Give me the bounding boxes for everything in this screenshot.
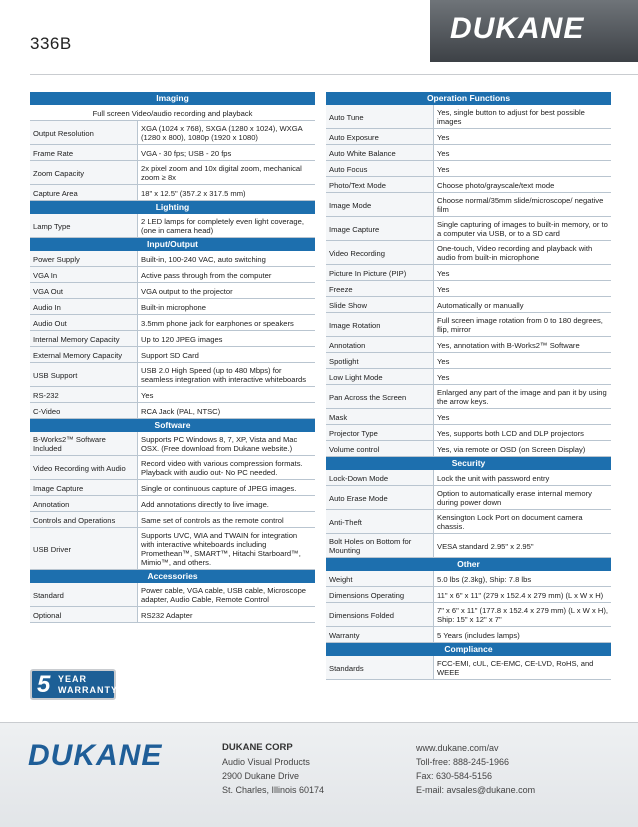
spec-value: Yes, single button to adjust for best possible images — [437, 108, 585, 126]
spec-label: Warranty — [326, 627, 434, 642]
spec-label: Slide Show — [326, 297, 434, 312]
spec-label: Lock-Down Mode — [326, 470, 434, 485]
spec-row — [326, 656, 611, 680]
spec-row — [30, 267, 315, 283]
spec-value: Built-in, 100-240 VAC, auto switching — [141, 254, 266, 264]
spec-row — [326, 353, 611, 369]
spec-label: Image Mode — [326, 193, 434, 216]
spec-label: Zoom Capacity — [30, 161, 138, 184]
website-link[interactable]: www.dukane.com/av — [416, 743, 499, 753]
model-number: 336B — [30, 34, 72, 53]
spec-row — [30, 363, 315, 387]
spec-label: Weight — [326, 571, 434, 586]
spec-row — [326, 193, 611, 217]
spec-label: Auto Focus — [326, 161, 434, 176]
spec-row — [30, 496, 315, 512]
spec-value: 5 Years (includes lamps) — [437, 630, 520, 640]
spec-label: Auto Exposure — [326, 129, 434, 144]
section-title: Compliance — [326, 643, 611, 656]
spec-row — [30, 185, 315, 201]
spec-label: Image Capture — [30, 480, 138, 495]
spec-value: Yes — [437, 132, 450, 142]
spec-label: Mask — [326, 409, 434, 424]
spec-label: Dimensions Folded — [326, 603, 434, 626]
spec-row — [326, 627, 611, 643]
spec-row — [326, 571, 611, 587]
tollfree-phone: Toll-free: 888-245-1966 — [416, 757, 510, 767]
spec-value: VGA - 30 fps; USB - 20 fps — [141, 148, 232, 158]
spec-row — [30, 145, 315, 161]
spec-value: Enlarged any part of the image and pan it by using the arrow keys. — [437, 388, 607, 406]
spec-row — [326, 297, 611, 313]
spec-label: Optional — [30, 607, 138, 622]
spec-value: 2 LED lamps for completely even light coverage, (one in camera head) — [141, 217, 304, 235]
spec-value: Yes, annotation with B-Works2™ Software — [437, 340, 580, 350]
spec-value: Up to 120 JPEG images — [141, 334, 223, 344]
spec-value: Same set of controls as the remote control — [141, 515, 284, 525]
spec-label: Annotation — [30, 496, 138, 511]
spec-row — [30, 432, 315, 456]
spec-row — [30, 283, 315, 299]
spec-label: Annotation — [326, 337, 434, 352]
spec-label: C-Video — [30, 403, 138, 418]
spec-label: USB Driver — [30, 528, 138, 569]
spec-value: Yes — [437, 372, 450, 382]
spec-value: RCA Jack (PAL, NTSC) — [141, 406, 221, 416]
spec-value: 5.0 lbs (2.3kg), Ship: 7.8 lbs — [437, 574, 532, 584]
spec-row — [326, 369, 611, 385]
spec-label: Image Capture — [326, 217, 434, 240]
spec-row — [30, 105, 315, 121]
spec-label: B-Works2™ Software Included — [30, 432, 138, 455]
spec-row — [326, 409, 611, 425]
header-logo-box — [430, 0, 638, 62]
section-title: Other — [326, 558, 611, 571]
spec-value: Single or continuous capture of JPEG images. — [141, 483, 297, 493]
right-spec-column — [326, 92, 611, 680]
spec-row — [30, 512, 315, 528]
section-title: Operation Functions — [326, 92, 611, 105]
spec-row — [326, 161, 611, 177]
company-name: DUKANE CORP — [222, 742, 293, 753]
spec-label: External Memory Capacity — [30, 347, 138, 362]
spec-value: Yes — [437, 164, 450, 174]
left-spec-column — [30, 92, 315, 623]
footer-contact — [416, 741, 535, 797]
warranty-line1: YEAR — [58, 674, 88, 684]
spec-row — [326, 145, 611, 161]
spec-label: USB Support — [30, 363, 138, 386]
spec-row — [326, 217, 611, 241]
spec-row — [326, 510, 611, 534]
spec-row — [30, 299, 315, 315]
spec-value: Record video with various compression formats. Playback with audio out- No PC needed. — [141, 459, 303, 477]
spec-row — [30, 251, 315, 267]
spec-value: 11" x 6" x 11" (279 x 152.4 x 279 mm) (L x W x H) — [437, 590, 604, 600]
spec-value: Yes, via remote or OSD (on Screen Display) — [437, 444, 586, 454]
spec-value: Single capturing of images to built-in memory, or to a computer via USB, or to a SD card — [437, 220, 608, 238]
spec-value: Power cable, VGA cable, USB cable, Microscope adapter, Audio Cable, Remote Control — [141, 586, 307, 604]
spec-row — [30, 315, 315, 331]
spec-value: 7" x 6" x 11" (177.8 x 152.4 x 279 mm) (L x W x H), Ship: 15" x 12" x 7" — [437, 606, 608, 624]
spec-label: Auto Tune — [326, 105, 434, 128]
spec-value: 18" x 12.5" (357.2 x 317.5 mm) — [141, 188, 246, 198]
spec-label: Video Recording with Audio — [30, 456, 138, 479]
section-title: Imaging — [30, 92, 315, 105]
spec-row — [326, 470, 611, 486]
spec-value: Kensington Lock Port on document camera chassis. — [437, 513, 583, 531]
spec-label: Freeze — [326, 281, 434, 296]
spec-row — [326, 265, 611, 281]
spec-label: Pan Across the Screen — [326, 385, 434, 408]
spec-value: USB 2.0 High Speed (up to 480 Mbps) for seamless integration with interactive whiteboards — [141, 366, 307, 384]
footer — [0, 722, 638, 827]
page-header — [0, 0, 638, 74]
spec-label: Standards — [326, 656, 434, 679]
email-link[interactable]: E-mail: avsales@dukane.com — [416, 785, 536, 795]
spec-label: Projector Type — [326, 425, 434, 440]
spec-row — [30, 528, 315, 570]
spec-value: Active pass through from the computer — [141, 270, 272, 280]
section-title: Lighting — [30, 201, 315, 214]
spec-value: Support SD Card — [141, 350, 199, 360]
spec-label: Auto White Balance — [326, 145, 434, 160]
spec-value: One-touch, Video recording and playback with audio from built-in microphone — [437, 244, 593, 262]
warranty-line2: WARRANTY — [58, 685, 118, 695]
spec-row — [30, 347, 315, 363]
spec-label: Photo/Text Mode — [326, 177, 434, 192]
spec-label: Audio In — [30, 299, 138, 314]
spec-label: Volume control — [326, 441, 434, 456]
spec-row — [30, 331, 315, 347]
spec-value: Option to automatically erase internal memory during power down — [437, 489, 592, 507]
spec-value: 2x pixel zoom and 10x digital zoom, mechanical zoom ≥ 8x — [141, 164, 302, 182]
spec-value: VESA standard 2.95" x 2.95" — [437, 541, 534, 551]
spec-row — [326, 129, 611, 145]
spec-value: Built-in microphone — [141, 302, 206, 312]
spec-label: Anti-Theft — [326, 510, 434, 533]
spec-value: Yes — [437, 284, 450, 294]
fax-number: Fax: 630-584-5156 — [416, 771, 493, 781]
spec-label: Bolt Holes on Bottom for Mounting — [326, 534, 434, 557]
spec-label: Frame Rate — [30, 145, 138, 160]
footer-address — [222, 741, 324, 797]
spec-label: Output Resolution — [30, 121, 138, 144]
spec-value: Full screen image rotation from 0 to 180 degrees, flip, mirror — [437, 316, 603, 334]
spec-value: Choose photo/grayscale/text mode — [437, 180, 555, 190]
spec-label: Spotlight — [326, 353, 434, 368]
spec-value: Yes — [437, 412, 450, 422]
spec-row — [30, 387, 315, 403]
section-title: Software — [30, 419, 315, 432]
section-title: Accessories — [30, 570, 315, 583]
spec-value: FCC-EMI, cUL, CE-EMC, CE-LVD, RoHS, and WEEE — [437, 659, 594, 677]
spec-row — [30, 121, 315, 145]
spec-row — [326, 313, 611, 337]
footer-logo: DUKANE — [28, 739, 163, 772]
spec-value: 3.5mm phone jack for earphones or speakers — [141, 318, 294, 328]
spec-row — [30, 583, 315, 607]
spec-row — [326, 337, 611, 353]
header-divider — [30, 74, 638, 75]
spec-label: Auto Erase Mode — [326, 486, 434, 509]
spec-label: Dimensions Operating — [326, 587, 434, 602]
spec-row — [326, 385, 611, 409]
spec-row — [326, 534, 611, 558]
spec-label: Image Rotation — [326, 313, 434, 336]
spec-row — [30, 403, 315, 419]
spec-row — [326, 486, 611, 510]
section-title: Security — [326, 457, 611, 470]
spec-label: Internal Memory Capacity — [30, 331, 138, 346]
spec-label: Power Supply — [30, 251, 138, 266]
warranty-years: 5 — [37, 671, 51, 698]
spec-label: Low Light Mode — [326, 369, 434, 384]
spec-value: Yes, supports both LCD and DLP projectors — [437, 428, 584, 438]
spec-value: Lock the unit with password entry — [437, 473, 550, 483]
header-logo: DUKANE — [450, 12, 585, 45]
spec-row — [326, 177, 611, 193]
division: Audio Visual Products — [222, 757, 310, 767]
spec-value: Yes — [437, 268, 450, 278]
spec-row — [326, 441, 611, 457]
spec-label: VGA Out — [30, 283, 138, 298]
spec-row — [30, 161, 315, 185]
spec-label: RS-232 — [30, 387, 138, 402]
section-title: Input/Output — [30, 238, 315, 251]
spec-row — [326, 105, 611, 129]
spec-full-text: Full screen Video/audio recording and playback — [92, 108, 253, 118]
spec-row — [326, 603, 611, 627]
spec-label: Video Recording — [326, 241, 434, 264]
spec-row — [30, 607, 315, 623]
spec-label: Controls and Operations — [30, 512, 138, 527]
spec-row — [30, 456, 315, 480]
city: St. Charles, Illinois 60174 — [222, 785, 325, 795]
spec-value: Supports PC Windows 8, 7, XP, Vista and Mac OSX. (Free download from Dukane website.) — [141, 435, 298, 453]
spec-label: Standard — [30, 583, 138, 606]
spec-label: VGA In — [30, 267, 138, 282]
spec-row — [326, 587, 611, 603]
spec-value: Automatically or manually — [437, 300, 524, 310]
spec-row — [326, 241, 611, 265]
spec-value: Supports UVC, WIA and TWAIN for integration with interactive whiteboards including Promethean™, SMART™, Hitachi Starboard™, Mimio™, and others. — [141, 531, 301, 567]
spec-label: Lamp Type — [30, 214, 138, 237]
spec-value: RS232 Adapter — [141, 610, 193, 620]
spec-value: VGA output to the projector — [141, 286, 233, 296]
street: 2900 Dukane Drive — [222, 771, 300, 781]
warranty-badge — [30, 669, 116, 700]
spec-row — [326, 425, 611, 441]
spec-value: Choose normal/35mm slide/microscope/ negative film — [437, 196, 604, 214]
spec-value: Yes — [141, 390, 154, 400]
spec-label: Capture Area — [30, 185, 138, 200]
spec-value: XGA (1024 x 768), SXGA (1280 x 1024), WXGA (1280 x 800), 1080p (1920 x 1080) — [141, 124, 303, 142]
spec-row — [30, 480, 315, 496]
spec-value: Add annotations directly to live image. — [141, 499, 269, 509]
spec-label: Picture In Picture (PIP) — [326, 265, 434, 280]
spec-label: Audio Out — [30, 315, 138, 330]
spec-row — [30, 214, 315, 238]
spec-value: Yes — [437, 356, 450, 366]
spec-row — [326, 281, 611, 297]
spec-value: Yes — [437, 148, 450, 158]
